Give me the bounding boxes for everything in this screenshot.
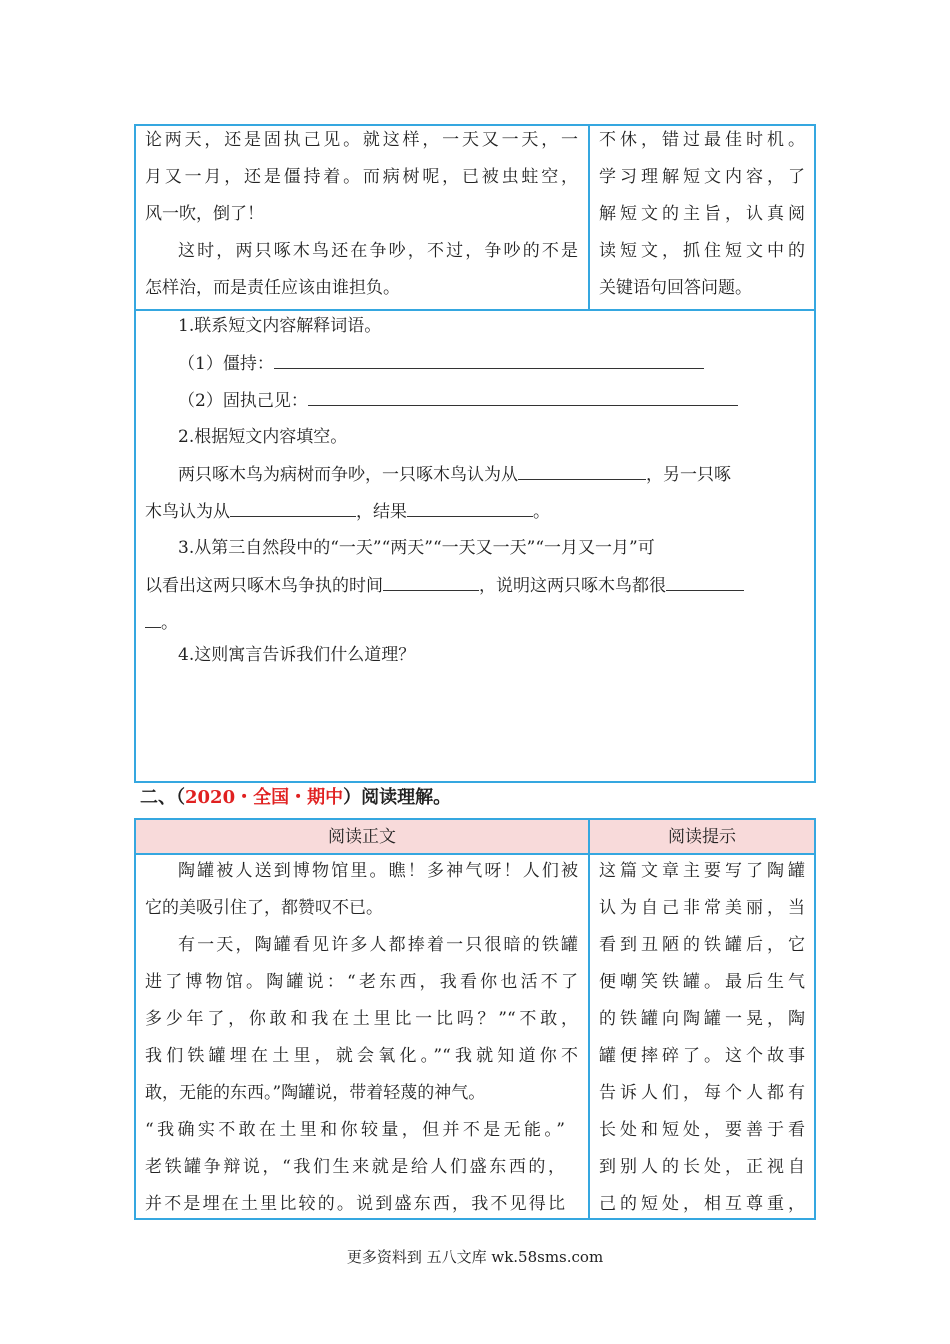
passage-line: 多少年了，你敢和我在土里比一比吗？”“不敢， [145, 1009, 578, 1029]
hint-line: 这篇文章主要写了陶罐 [599, 861, 805, 881]
header-reading-text: 阅读正文 [136, 820, 588, 854]
hint-line: 告诉人们，每个人都有 [599, 1083, 805, 1103]
hint-line: 的铁罐向陶罐一晃，陶 [599, 1009, 805, 1029]
section-2-prefix: 二、（ [140, 787, 185, 808]
passage-line: 月又一月，还是僵持着。而病树呢，已被虫蛀空， [145, 167, 578, 187]
answer-blank[interactable] [518, 463, 646, 480]
answer-blank[interactable] [230, 500, 356, 517]
passage-line: 论两天，还是固执己见。就这样，一天又一天，一 [145, 130, 578, 150]
hint-line: 读短文，抓住短文中的 [599, 241, 805, 261]
answer-blank[interactable] [383, 574, 479, 591]
answer-blank[interactable] [274, 352, 704, 369]
question-2-text: ，结果 [356, 502, 407, 522]
passage-line: 陶罐被人送到博物馆里。瞧！多神气呀！人们被 [178, 861, 578, 881]
answer-blank[interactable] [666, 574, 744, 591]
question-3-line-2 [145, 574, 744, 597]
passage-line: 老铁罐争辩说，“我们生来就是给人们盛东西的， [145, 1157, 565, 1177]
passage-line: 敢，无能的东西。”陶罐说，带着轻蔑的神气。 [145, 1083, 486, 1103]
hint-line: 罐便摔碎了。这个故事 [599, 1046, 805, 1066]
question-2-text: 。 [533, 502, 550, 522]
question-2-text: 两只啄木鸟为病树而争吵，一只啄木鸟认为从 [178, 465, 518, 485]
question-2-line-1 [178, 463, 731, 486]
section-2-suffix: ）阅读理解。 [343, 787, 452, 808]
header-reading-hint: 阅读提示 [590, 820, 814, 854]
passage-line: 有一天，陶罐看见许多人都捧着一只很暗的铁罐 [178, 935, 578, 955]
passage-line: 怎样治，而是责任应该由谁担负。 [145, 278, 400, 298]
passage-line: 它的美吸引住了，都赞叹不已。 [145, 898, 383, 918]
hint-line: 己的短处，相互尊重， [599, 1194, 805, 1214]
table2-header-divider [134, 853, 816, 855]
question-1-2-label: （2）固执己见： [178, 391, 308, 411]
question-3-line-3 [145, 611, 178, 634]
question-3-line-1: 3.从第三自然段中的“一天”“两天”“一天又一天”“一月又一月”可 [178, 538, 655, 558]
answer-blank[interactable] [145, 611, 161, 628]
question-1: 1.联系短文内容解释词语。 [178, 316, 382, 336]
question-2-text: ，另一只啄 [646, 465, 731, 485]
answer-blank[interactable] [308, 389, 738, 406]
passage-line: 并不是埋在土里比较的。说到盛东西，我不见得比 [145, 1194, 565, 1214]
section-2-source: 2020・全国・期中 [185, 787, 344, 808]
question-2-line-2 [145, 500, 550, 523]
passage-line: 我们铁罐埋在土里，就会氧化。”“我就知道你不 [145, 1046, 578, 1066]
question-3-text: ，说明这两只啄木鸟都很 [479, 576, 666, 596]
hint-line: 便嘲笑铁罐。最后生气 [599, 972, 805, 992]
hint-line: 关键语句回答问题。 [599, 278, 752, 298]
section-2-heading [140, 786, 451, 810]
question-1-2 [178, 389, 738, 412]
hint-line: 到别人的长处，正视自 [599, 1157, 805, 1177]
hint-line: 学习理解短文内容，了 [599, 167, 805, 187]
question-1-1 [178, 352, 704, 375]
passage-line: 风一吹，倒了！ [145, 204, 264, 224]
question-1-1-label: （1）僵持： [178, 354, 274, 374]
question-2: 2.根据短文内容填空。 [178, 427, 348, 447]
question-2-text: 木鸟认为从 [145, 502, 230, 522]
answer-blank[interactable] [407, 500, 533, 517]
passage-line: 这时，两只啄木鸟还在争吵，不过，争吵的不是 [178, 241, 578, 261]
table1-column-divider [588, 124, 590, 311]
question-3-text: 以看出这两只啄木鸟争执的时间 [145, 576, 383, 596]
hint-line: 解短文的主旨，认真阅 [599, 204, 805, 224]
hint-line: 不休，错过最佳时机。 [599, 130, 805, 150]
passage-line: 进了博物馆。陶罐说：“老东西，我看你也活不了 [145, 972, 578, 992]
page-footer: 更多资料到 五八文库 wk.58sms.com [346, 1248, 604, 1266]
table2-column-divider [588, 818, 590, 1220]
question-4: 4.这则寓言告诉我们什么道理？ [178, 645, 416, 665]
hint-line: 看到丑陋的铁罐后，它 [599, 935, 805, 955]
passage-line: “我确实不敢在土里和你较量，但并不是无能。” [145, 1120, 565, 1140]
hint-line: 长处和短处，要善于看 [599, 1120, 805, 1140]
hint-line: 认为自己非常美丽，当 [599, 898, 805, 918]
question-3-text: 。 [161, 613, 178, 633]
table1-row-divider [134, 309, 816, 311]
